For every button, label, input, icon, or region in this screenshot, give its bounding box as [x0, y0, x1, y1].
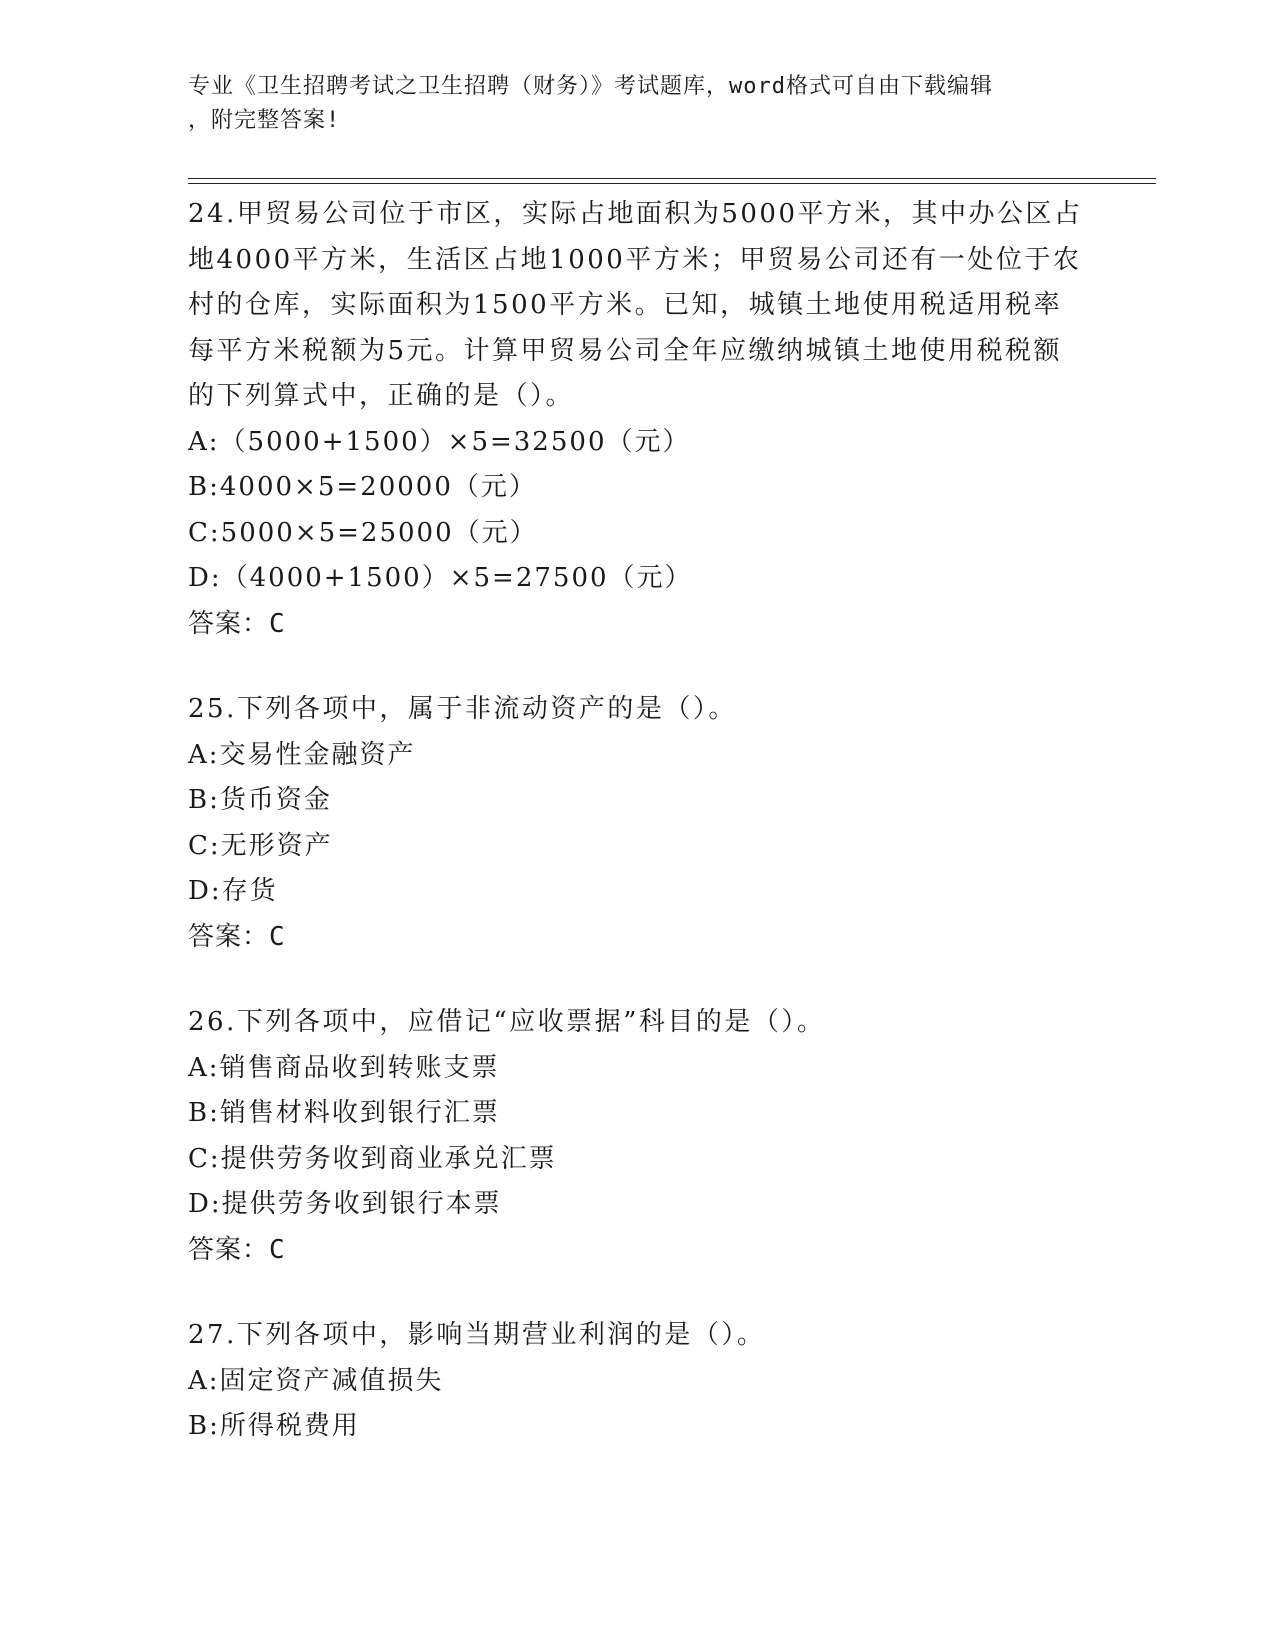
question-list	[188, 192, 1088, 1490]
option-b: B:销售材料收到银行汇票	[188, 1098, 500, 1128]
option-b: B:所得税费用	[188, 1411, 360, 1441]
question-27	[188, 1313, 1088, 1450]
question-stem: 26.下列各项中，应借记“应收票据”科目的是（）。	[188, 1007, 826, 1037]
option-a: A:销售商品收到转账支票	[188, 1052, 500, 1083]
option-d: D:（4000+1500）×5=27500（元）	[188, 563, 693, 593]
question-stem: 27.下列各项中，影响当期营业利润的是（）。	[188, 1320, 766, 1350]
option-c: C:5000×5=25000（元）	[188, 517, 538, 548]
answer-line	[188, 915, 1088, 961]
option-b: B:4000×5=20000（元）	[188, 472, 537, 502]
document-header	[188, 70, 1068, 138]
option-a: A:固定资产减值损失	[188, 1365, 444, 1396]
answer-label: 答案：	[188, 1234, 270, 1265]
question-25	[188, 687, 1088, 960]
header-title-line-1: 专业《卫生招聘考试之卫生招聘（财务）》考试题库，word格式可自由下载编辑	[188, 74, 993, 99]
answer-value: C	[269, 1234, 286, 1265]
answer-label: 答案：	[188, 608, 270, 639]
question-stem: 24.甲贸易公司位于市区，实际占地面积为5000平方米，其中办公区占地4000平方米，生活区占地1000平方米；甲贸易公司还有一处位于农村的仓库，实际面积为1500平方米。已知，城镇土地使用税适用税率每平方米税额为5元。计算甲贸易公司全年应缴纳城镇土地使用税税额的下列算式中，正确的是（）。	[188, 199, 1083, 411]
question-stem: 25.下列各项中，属于非流动资产的是（）。	[188, 694, 737, 724]
answer-line	[188, 602, 1088, 648]
option-b: B:货币资金	[188, 785, 332, 815]
header-divider-bottom	[188, 183, 1156, 184]
question-24	[188, 192, 1088, 647]
option-d: D:提供劳务收到银行本票	[188, 1189, 502, 1219]
header-title-line-2: ，附完整答案!	[188, 108, 341, 133]
answer-value: C	[269, 921, 286, 952]
option-d: D:存货	[188, 876, 278, 906]
option-c: C:无形资产	[188, 830, 333, 861]
answer-label: 答案：	[188, 921, 270, 952]
answer-line	[188, 1228, 1088, 1274]
option-c: C:提供劳务收到商业承兑汇票	[188, 1143, 557, 1174]
question-26	[188, 1000, 1088, 1273]
header-divider-top	[188, 178, 1156, 179]
answer-value: C	[269, 608, 286, 639]
option-a: A:交易性金融资产	[188, 739, 416, 770]
option-a: A:（5000+1500）×5=32500（元）	[188, 426, 691, 457]
